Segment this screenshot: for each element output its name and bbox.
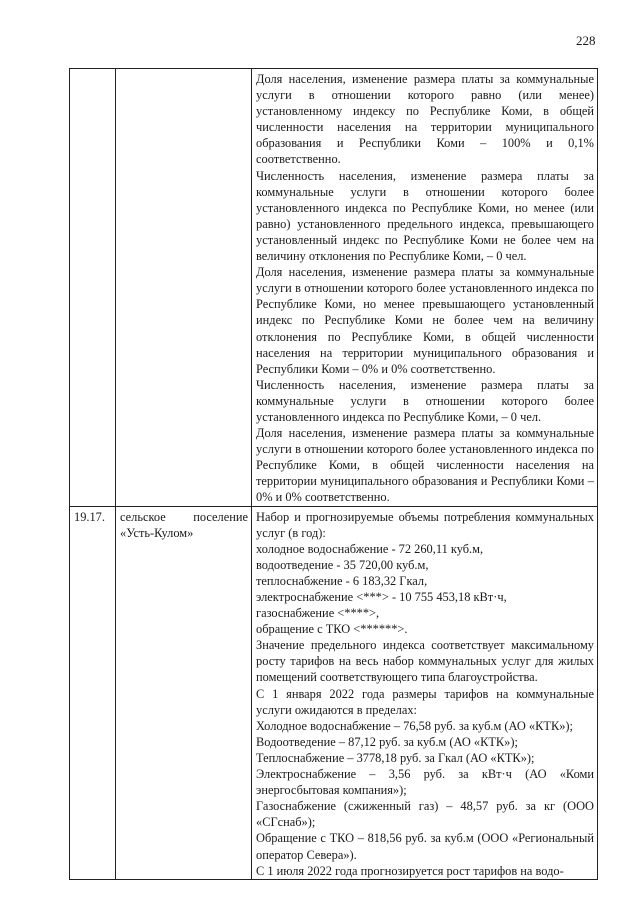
tariff-item: Электроснабжение – 3,56 руб. за кВт·ч (АО «Коми энергосбытовая компания»); xyxy=(256,767,594,798)
page-number: 228 xyxy=(576,33,596,48)
tariff-item: Обращение с ТКО – 818,56 руб. за куб.м (ООО «Региональный оператор Севера»). xyxy=(256,831,594,862)
row-number-cell xyxy=(70,69,116,507)
tariff-table xyxy=(69,68,598,880)
description-cell xyxy=(252,506,598,879)
index-note: Значение предельного индекса соответствует максимальному росту тарифов на весь набор коммунальных услуг для жилых помещений соответствующего типа благоустройства. xyxy=(256,638,594,685)
tariff-item: Холодное водоснабжение – 76,58 руб. за куб.м (АО «КТК»); xyxy=(256,718,573,733)
paragraph: Доля населения, изменение размера платы за коммунальные услуги в отношении которого более установленного индекса по Республике Коми, в общей численности населения на территории муниципального образования и Республики Коми – 0% и 0% соответственно. xyxy=(256,426,594,505)
volume-item: обращение с ТКО <******>. xyxy=(256,622,408,637)
volume-item: электроснабжение <***> - 10 755 453,18 кВт·ч, xyxy=(256,590,507,604)
paragraph: Доля населения, изменение размера платы за коммунальные услуги в отношении которого равно (или менее) установленному индексу по Республике Коми, в общей численности населения на территории муниципального образования и Республики Коми – 100% и 0,1% соответственно. xyxy=(256,72,594,167)
table-row xyxy=(70,69,598,507)
volumes-intro: Набор и прогнозируемые объемы потребления коммунальных услуг (в год): xyxy=(256,509,594,540)
settlement-cell xyxy=(116,69,252,507)
july-note: С 1 июля 2022 года прогнозируется рост тарифов на водо- xyxy=(256,863,564,878)
paragraph: Доля населения, изменение размера платы за коммунальные услуги в отношении которого более установленного индекса по Республике Коми, но менее превышающего установленный индекс по Республике Коми не более чем на величину отклонения по Республике Коми, в общей численности населения на территории муниципального образования и Республики Коми – 0% и 0% соответственно. xyxy=(256,265,594,376)
volume-item: теплоснабжение - 6 183,32 Гкал, xyxy=(256,573,428,588)
volume-item: водоотведение - 35 720,00 куб.м, xyxy=(256,557,429,572)
tariffs-intro: С 1 января 2022 года размеры тарифов на коммунальные услуги ожидаются в пределах: xyxy=(256,686,594,717)
description-cell xyxy=(252,69,598,507)
volume-item: холодное водоснабжение - 72 260,11 куб.м, xyxy=(256,541,484,556)
paragraph: Численность населения, изменение размера платы за коммунальные услуги в отношении которого более установленного индекса по Республике Коми, но менее (или равно) установленного предельного индекса, превышающего установленный индекс по Республике Коми не более чем на величину отклонения по Республике Коми, – 0 чел. xyxy=(256,168,594,264)
paragraph: Численность населения, изменение размера платы за коммунальные услуги в отношении которого более установленного индекса по Республике Коми, – 0 чел. xyxy=(256,377,594,424)
volume-item: газоснабжение <****>, xyxy=(256,606,380,621)
settlement-cell: сельское поселение «Усть-Кулом» xyxy=(116,506,252,879)
tariff-item: Газоснабжение (сжиженный газ) – 48,57 руб. за кг (ООО «СГснаб»); xyxy=(256,799,594,830)
table-row xyxy=(70,506,598,879)
tariff-item: Водоотведение – 87,12 руб. за куб.м (АО «КТК»); xyxy=(256,734,518,749)
row-number-cell: 19.17. xyxy=(70,506,116,879)
tariff-item: Теплоснабжение – 3778,18 руб. за Гкал (АО «КТК»); xyxy=(256,750,535,765)
